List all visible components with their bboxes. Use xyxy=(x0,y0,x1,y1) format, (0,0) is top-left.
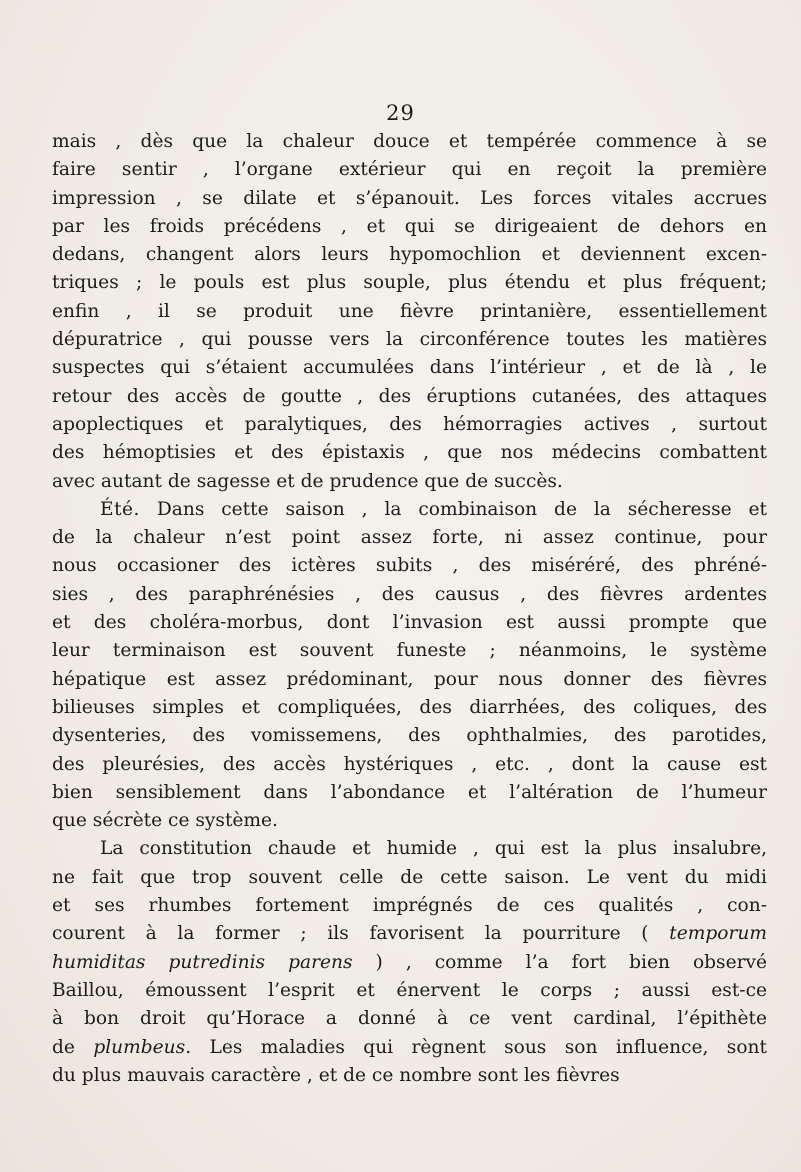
text-line: par les froids précédens , et qui se dirigeaient de dehors en xyxy=(52,215,767,237)
text-line: apoplectiques et paralytiques, des hémorragies actives , surtout xyxy=(52,413,767,435)
text-line-humiditas xyxy=(52,949,767,977)
text-line: impression , se dilate et s’épanouit. Les forces vitales accrues xyxy=(52,187,767,209)
text-line-ete xyxy=(52,496,767,524)
text-fragment: Les maladies qui règnent sous son influence, sont xyxy=(209,1036,767,1058)
text-line: dedans, changent alors leurs hypomochlion et deviennent excen- xyxy=(52,244,767,266)
body-text xyxy=(52,128,767,1090)
text-line: bien sensiblement dans l’abondance et l’altération de l’humeur xyxy=(52,781,767,803)
text-line: de la chaleur n’est point assez forte, ni assez continue, pour xyxy=(52,527,767,549)
text-line: enfin , il se produit une fièvre printanière, essentiellement xyxy=(52,300,767,322)
text-line: Baillou, émoussent l’esprit et énervent le corps ; aussi est-ce xyxy=(52,979,767,1001)
text-line: à bon droit qu’Horace a donné à ce vent cardinal, l’épithète xyxy=(52,1008,767,1030)
text-line: triques ; le pouls est plus souple, plus étendu et plus fréquent; xyxy=(52,272,767,294)
text-line-plumbeus xyxy=(52,1034,767,1062)
text-line: mais , dès que la chaleur douce et tempérée commence à se xyxy=(52,131,767,152)
text-line: nous occasioner des ictères subits , des miséréré, des phréné- xyxy=(52,555,767,577)
text-fragment: de xyxy=(52,1036,75,1058)
text-line: hépatique est assez prédominant, pour nous donner des fièvres xyxy=(52,668,767,690)
text-line: sies , des paraphrénésies , des causus , des fièvres ardentes xyxy=(52,583,767,605)
text-line: dysenteries, des vomissemens, des ophthalmies, des parotides, xyxy=(52,725,767,747)
text-line: ne fait que trop souvent celle de cette saison. Le vent du midi xyxy=(52,866,767,888)
latin-phrase: humiditas putredinis parens xyxy=(52,951,353,973)
text-line: et des choléra-morbus, dont l’invasion est aussi prompte que xyxy=(52,612,767,634)
text-line: bilieuses simples et compliquées, des diarrhées, des coliques, des xyxy=(52,696,767,718)
text-line: et ses rhumbes fortement imprégnés de ces qualités , con- xyxy=(52,895,767,917)
section-heading-ete: Été. xyxy=(100,498,140,520)
text-line: suspectes qui s’étaient accumulées dans l’intérieur , et de là , le xyxy=(52,357,767,379)
text-line: leur terminaison est souvent funeste ; néanmoins, le système xyxy=(52,640,767,662)
latin-temporum: temporum xyxy=(669,923,767,945)
text-line: La constitution chaude et humide , qui est la plus insalubre, xyxy=(100,838,767,860)
text-line: que sécrète ce système. xyxy=(52,810,278,832)
text-line: dépuratrice , qui pousse vers la circonférence toutes les matières xyxy=(52,329,767,351)
text-fragment: Dans cette saison , la combinaison de la sécheresse et xyxy=(156,498,768,520)
text-fragment: ) , comme l’a fort bien observé xyxy=(375,951,767,973)
text-line: des pleurésies, des accès hystériques , etc. , dont la cause est xyxy=(52,753,767,775)
text-line: faire sentir , l’organe extérieur qui en reçoit la première xyxy=(52,159,767,181)
text-line: retour des accès de goutte , des éruptions cutanées, des attaques xyxy=(52,385,767,407)
text-line: du plus mauvais caractère , et de ce nombre sont les fièvres xyxy=(52,1064,620,1086)
text-line: des hémoptisies et des épistaxis , que nos médecins combattent xyxy=(52,442,767,464)
text-fragment: courent à la former ; ils favorisent la pourriture ( xyxy=(52,923,649,945)
page-number: 29 xyxy=(386,101,415,125)
text-line-temporum xyxy=(52,920,767,948)
latin-plumbeus: plumbeus. xyxy=(93,1036,192,1058)
text-line: avec autant de sagesse et de prudence que de succès. xyxy=(52,470,563,492)
